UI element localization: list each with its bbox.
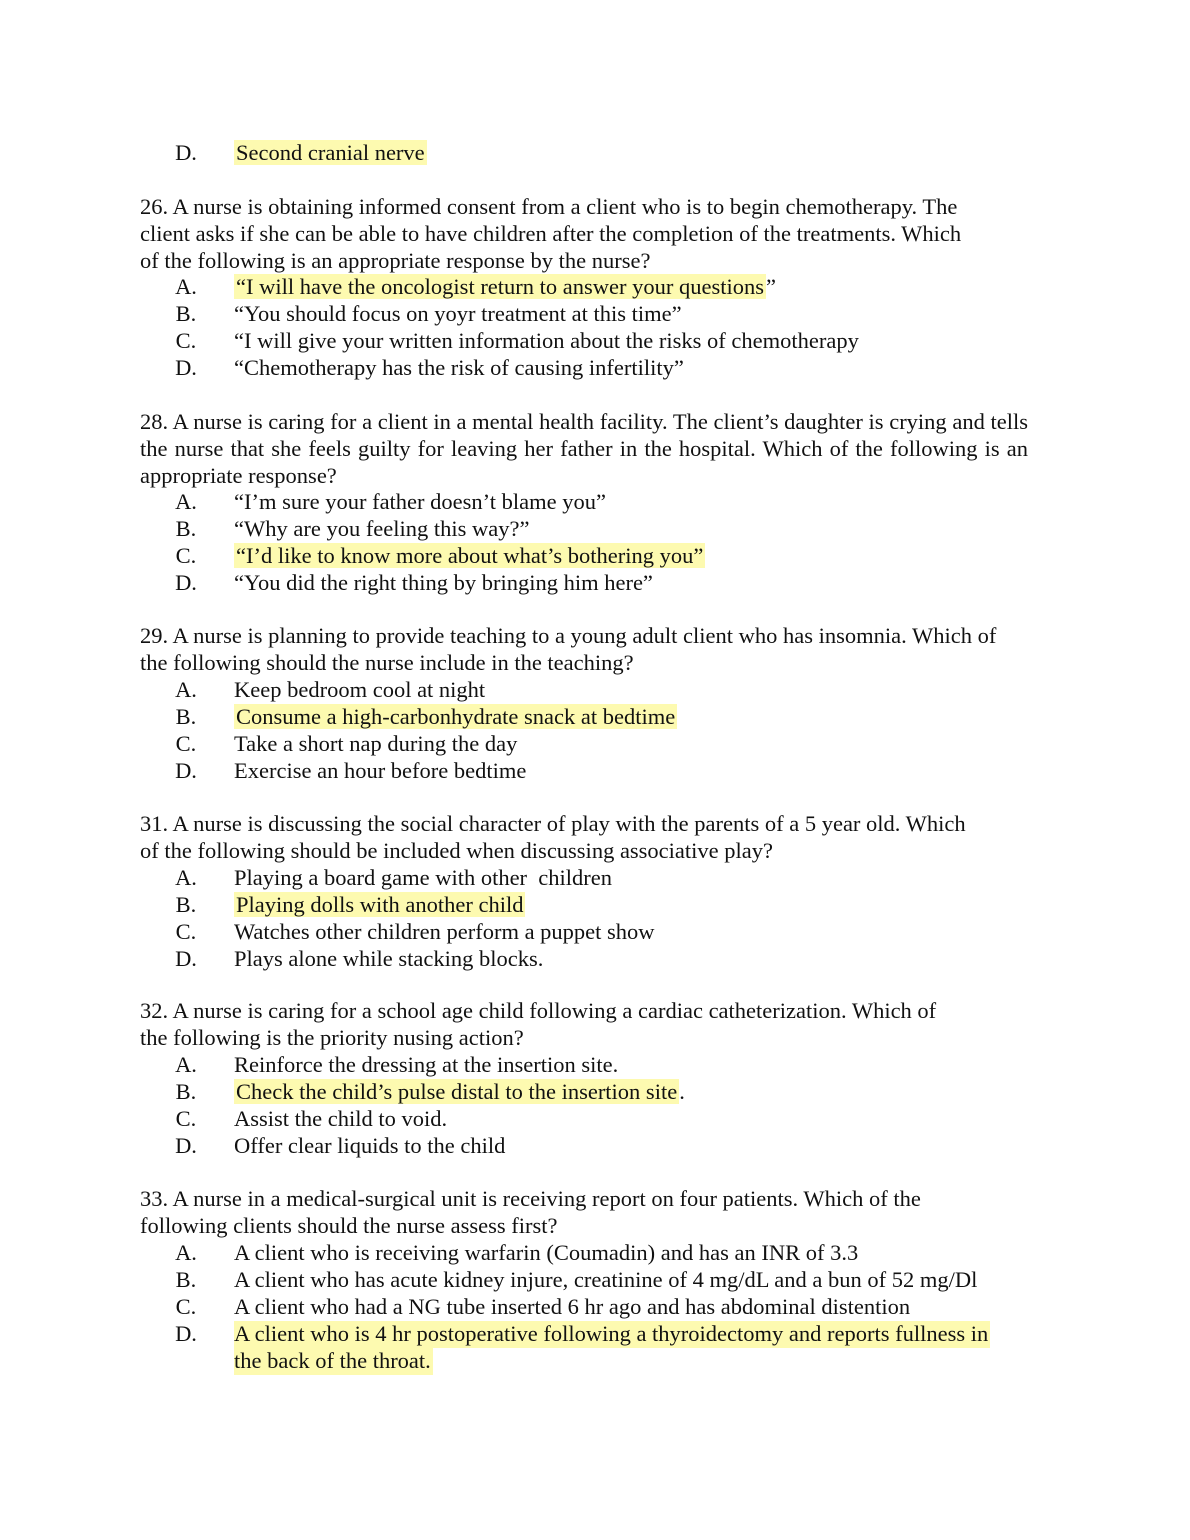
option-letter: C. [175,328,197,353]
option-letter: A. [175,489,197,514]
option-text: “You should focus on yoyr treatment at this time” [234,301,682,326]
option-text: Take a short nap during the day [234,731,518,756]
q32-stem-line: 32. A nurse is caring for a school age child following a cardiac catheterization. Which of [140,998,937,1023]
q33-stem [140,1186,921,1240]
answer-highlight-line: the back of the throat. [234,1347,431,1373]
option-letter: D. [175,758,197,783]
q33-stem-line: 33. A nurse in a medical-surgical unit is receiving report on four patients. Which of the [140,1186,921,1211]
option-suffix: . [679,1079,685,1104]
option-letter: C. [175,919,197,944]
option-letter: A. [175,677,197,702]
option-text [234,274,776,301]
answer-highlight: Consume a high-carbonhydrate snack at bedtime [236,704,676,729]
q32-stem-line: the following is the priority nusing action? [140,1024,524,1050]
option-text [234,892,525,919]
q33-stem-line: following clients should the nurse assess first? [140,1212,558,1238]
option-text: Exercise an hour before bedtime [234,758,527,783]
option-letter: A. [175,865,197,890]
option-text: “You did the right thing by bringing him here” [234,570,653,595]
option-text [234,140,427,167]
q26-stem-line: client asks if she can be able to have children after the completion of the treatments. Which [140,220,962,246]
q31-stem [140,811,966,865]
option-letter: D. [175,140,197,165]
option-letter: D. [175,1133,197,1158]
option-letter: A. [175,1052,197,1077]
option-text: Offer clear liquids to the child [234,1133,506,1158]
option-letter: B. [175,516,197,541]
option-letter: A. [175,274,197,299]
answer-highlight-line: A client who is 4 hr postoperative following a thyroidectomy and reports fullness in [234,1321,989,1346]
option-letter: B. [175,1079,197,1104]
option-text: A client who is receiving warfarin (Coumadin) and has an INR of 3.3 [234,1240,859,1265]
q29-stem-line: the following should the nurse include in the teaching? [140,649,634,675]
option-text: Assist the child to void. [234,1106,448,1131]
option-letter: D. [175,946,197,971]
option-text: “Why are you feeling this way?” [234,516,530,541]
q29-stem [140,623,996,677]
option-text: A client who has acute kidney injure, creatinine of 4 mg/dL and a bun of 52 mg/Dl [234,1267,978,1292]
option-text: Watches other children perform a puppet show [234,919,655,944]
q31-stem-line: 31. A nurse is discussing the social character of play with the parents of a 5 year old. Which [140,811,966,836]
option-text: “I’m sure your father doesn’t blame you” [234,489,606,514]
q32-stem [140,998,936,1052]
answer-highlight: Playing dolls with another child [236,892,524,917]
option-text: “I will give your written information about the risks of chemotherapy [234,328,859,353]
option-letter: C. [175,731,197,756]
option-letter: A. [175,1240,197,1265]
q29-stem-line: 29. A nurse is planning to provide teaching to a young adult client who has insomnia. Which of [140,623,997,648]
option-letter: B. [175,704,197,729]
option-text: Playing a board game with other children [234,865,613,890]
answer-highlight: “I will have the oncologist return to answer your questions [236,274,765,299]
answer-highlight: “I’d like to know more about what’s bothering you” [236,543,704,568]
option-text: Keep bedroom cool at night [234,677,486,702]
option-letter: D. [175,355,197,380]
option-text [234,1079,685,1106]
answer-highlight: Check the child’s pulse distal to the insertion site [236,1079,678,1104]
q26-stem-line: of the following is an appropriate response by the nurse? [140,247,651,273]
option-letter: C. [175,1106,197,1131]
option-letter: D. [175,1321,197,1346]
option-text: A client who had a NG tube inserted 6 hr ago and has abdominal distention [234,1294,911,1319]
option-letter: C. [175,1294,197,1319]
option-text: Plays alone while stacking blocks. [234,946,544,971]
q26-stem [140,194,961,274]
option-text [234,704,677,731]
q26-stem-line: 26. A nurse is obtaining informed consent from a client who is to begin chemotherapy. The [140,194,958,219]
option-letter: D. [175,570,197,595]
q33-option-d-text [230,1321,990,1375]
option-suffix: ” [766,274,777,299]
option-letter: C. [175,543,197,568]
option-letter: B. [175,892,197,917]
option-text: Reinforce the dressing at the insertion site. [234,1052,619,1077]
answer-highlight: Second cranial nerve [236,140,425,165]
q28-stem: 28. A nurse is caring for a client in a mental health facility. The client’s daughter is crying and tells the nurse that she feels guilty for leaving her father in the hospital. Which of the following is an appropriate response? [140,409,1028,488]
q31-stem-line: of the following should be included when discussing associative play? [140,837,773,863]
option-text [234,543,705,570]
option-letter: B. [175,301,197,326]
option-letter: B. [175,1267,197,1292]
option-text: “Chemotherapy has the risk of causing infertility” [234,355,684,380]
